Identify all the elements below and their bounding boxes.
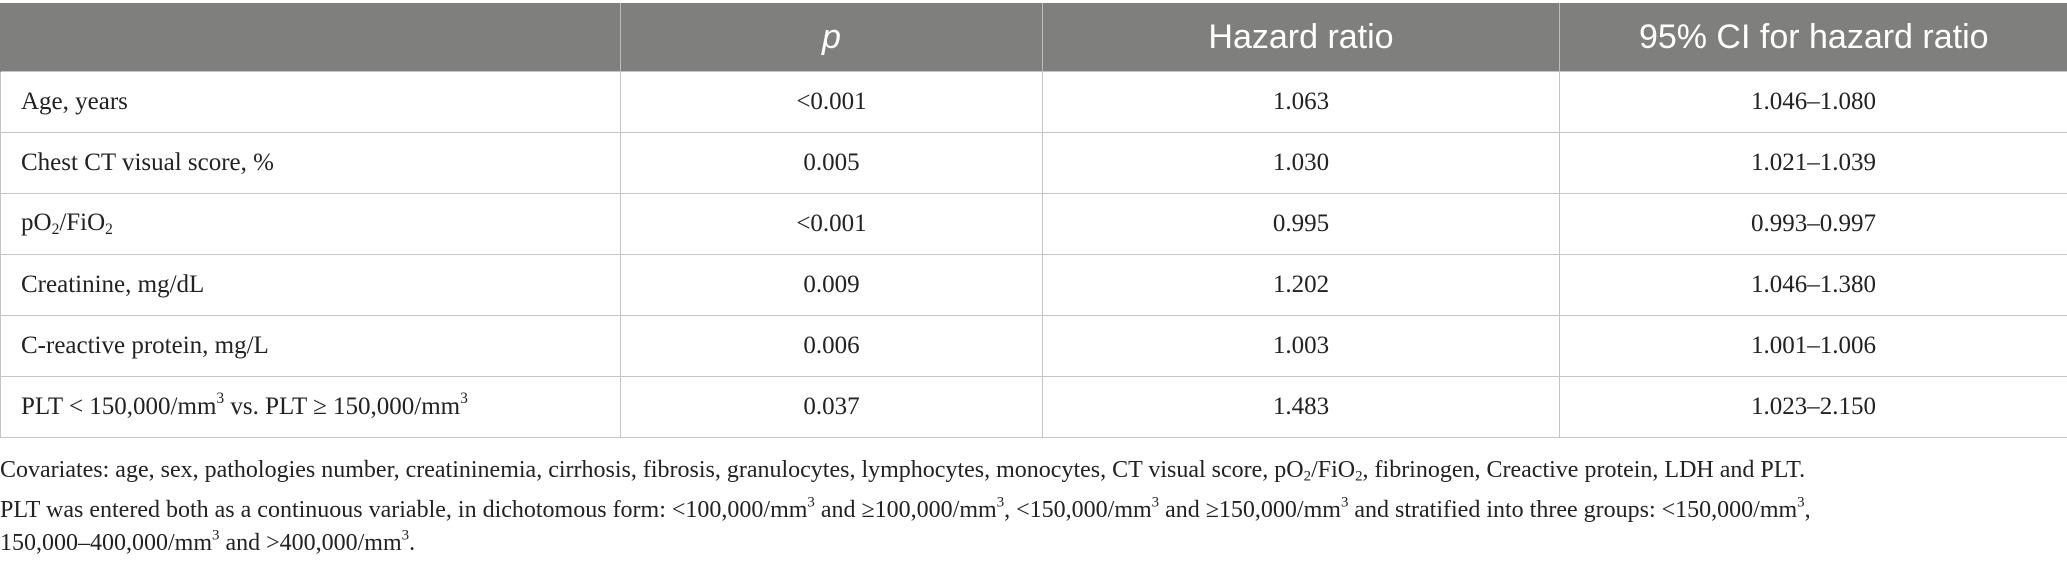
p-value-cell: <0.001: [621, 194, 1043, 255]
label-text: vs. PLT ≥ 150,000/mm: [224, 393, 461, 420]
row-label: [1, 133, 621, 194]
footnote-text: , fibrinogen, Creactive protein, LDH and PLT.: [1362, 457, 1806, 483]
footnote-text: and stratified into three groups: <150,000/mm: [1348, 496, 1798, 523]
ci-cell: 1.046–1.380: [1560, 255, 2067, 316]
p-value-cell: 0.009: [621, 255, 1043, 316]
label-text: Chest CT visual score, %: [21, 149, 274, 176]
row-label: [1, 316, 621, 377]
footnote-text: and ≥100,000/mm: [814, 496, 997, 523]
superscript: 3: [1340, 494, 1349, 511]
hazard-ratio-cell: 1.063: [1043, 72, 1560, 133]
label-text: C-reactive protein, mg/L: [21, 332, 269, 359]
ci-cell: 1.001–1.006: [1560, 316, 2067, 377]
ci-cell: 0.993–0.997: [1560, 194, 2067, 255]
label-text: Creatinine, mg/dL: [21, 271, 205, 298]
footnote-text: PLT was entered both as a continuous variable, in dichotomous form: <100,000/mm: [0, 496, 808, 523]
superscript: 3: [216, 390, 225, 408]
label-text: PLT < 150,000/mm: [21, 393, 217, 420]
table-row: [1, 72, 2067, 133]
footnote-text: Covariates: age, sex, pathologies number, creatininemia, cirrhosis, fibrosis, granulocytes, lymphocytes, monocytes, CT visual score, pO: [0, 457, 1304, 483]
superscript: 3: [996, 494, 1005, 511]
label-text: pO: [21, 209, 52, 237]
header-hazard-ratio: Hazard ratio: [1043, 3, 1560, 72]
footnote-covariates: [0, 454, 2060, 494]
subscript: 2: [105, 220, 113, 238]
footnote-plt-groups: [0, 527, 2060, 560]
footnote-text: and ≥150,000/mm: [1159, 496, 1341, 523]
hazard-ratio-cell: 1.202: [1043, 255, 1560, 316]
row-label: [1, 255, 621, 316]
table-container: [0, 3, 2067, 438]
footnote-text: and >400,000/mm: [219, 529, 402, 556]
hazard-ratio-table: [0, 3, 2067, 438]
header-p-value: p: [621, 3, 1043, 72]
subscript: 2: [1355, 468, 1363, 485]
header-covariate: [1, 3, 621, 72]
row-label: [1, 72, 621, 133]
footnote-text: 150,000–400,000/mm: [0, 529, 213, 556]
p-value-cell: 0.005: [621, 133, 1043, 194]
table-row: [1, 194, 2067, 255]
superscript: 3: [212, 527, 220, 544]
footnote-text: ,: [1804, 496, 1811, 523]
hazard-ratio-cell: 1.003: [1043, 316, 1560, 377]
p-value-cell: 0.037: [621, 377, 1043, 438]
hazard-ratio-cell: 1.030: [1043, 133, 1560, 194]
superscript: 3: [460, 390, 468, 408]
row-label: [1, 377, 621, 438]
subscript: 2: [1303, 468, 1312, 485]
ci-cell: 1.023–2.150: [1560, 377, 2067, 438]
p-value-cell: <0.001: [621, 72, 1043, 133]
p-value-cell: 0.006: [621, 316, 1043, 377]
table-header-row: [1, 3, 2067, 72]
table-footnote: [0, 454, 2060, 560]
hazard-ratio-cell: 1.483: [1043, 377, 1560, 438]
ci-cell: 1.046–1.080: [1560, 72, 2067, 133]
row-label: [1, 194, 621, 255]
superscript: 3: [1797, 494, 1805, 511]
superscript: 3: [1151, 494, 1160, 511]
hazard-ratio-cell: 0.995: [1043, 194, 1560, 255]
table-row: [1, 316, 2067, 377]
ci-cell: 1.021–1.039: [1560, 133, 2067, 194]
table-row: [1, 377, 2067, 438]
footnote-text: .: [409, 529, 416, 556]
superscript: 3: [401, 527, 410, 544]
footnote-plt-line: [0, 494, 2060, 527]
label-text: /FiO: [59, 209, 106, 237]
subscript: 2: [51, 220, 60, 238]
label-text: Age, years: [21, 88, 128, 115]
table-row: [1, 133, 2067, 194]
footnote-text: /FiO: [1311, 457, 1356, 483]
superscript: 3: [807, 494, 815, 511]
table-row: [1, 255, 2067, 316]
footnote-text: , <150,000/mm: [1004, 496, 1152, 523]
header-confidence-interval: 95% CI for hazard ratio: [1560, 3, 2067, 72]
